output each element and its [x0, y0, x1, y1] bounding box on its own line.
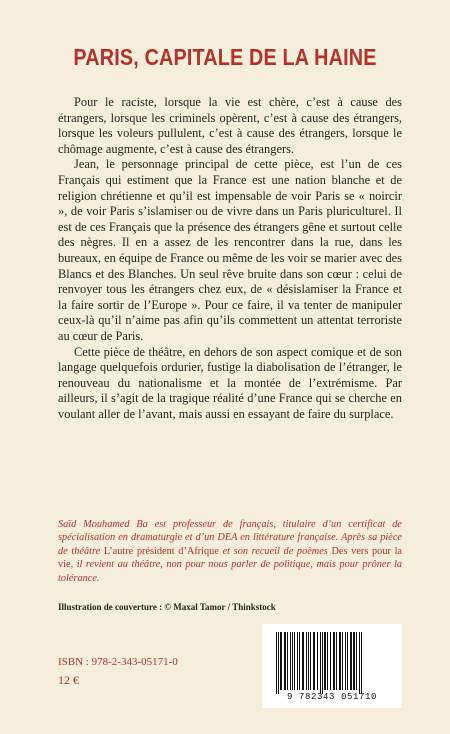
author-bio-text: et son recueil de poèmes [218, 545, 332, 557]
barcode-bar [350, 632, 352, 690]
barcode-bar [330, 632, 331, 690]
barcode-bar [313, 632, 315, 690]
barcode-bar [284, 632, 286, 690]
barcode-bar [322, 632, 323, 694]
barcode-bar [297, 632, 298, 690]
barcode-bar [320, 632, 321, 694]
barcode-bar [317, 632, 318, 690]
work-title: Des vers pour la vie [58, 545, 402, 571]
barcode-bars [262, 624, 402, 694]
price: 12 € [58, 673, 79, 687]
summary-paragraph: Jean, le personnage principal de cette pièce, est l’un de ces Français qui estiment que la France est une nation blanche et de religion chrétienne et qu’il est impensable de voir Paris se « noircir », de voir Paris s’islamiser ou de vivre dans un Paris pluriculturel. Il est de ces Français que la présence des étrangers gêne et surtout celle des nègres. Il en a assez de les rencontrer dans la rue, dans les bureaux, en équipe de France ou même de les voir se marier avec des Blancs et des Blanches. Un seul rêve bruite dans son cœur : celui de renvoyer tous les étrangers chez eux, de « désislamiser la France et la faire sortir de l’Europe ». Pour ce faire, il va tenter de manipuler ceux-là qu’il n’aime pas afin qu’ils commettent un attentat terroriste au cœur de Paris. [58, 157, 402, 343]
barcode-bar [353, 632, 355, 690]
barcode-bar [287, 632, 288, 690]
barcode-bar [278, 632, 279, 694]
barcode-bar [339, 632, 341, 690]
barcode-bar [310, 632, 311, 690]
barcode-bar [345, 632, 346, 690]
barcode-bar [327, 632, 328, 690]
barcode-bar [361, 632, 362, 694]
author-bio-text: Saïd Mouhamed Ba est professeur de français, titulaire d’un certificat de spécialisation en dramaturgie et d’un DEA en littérature française. Après sa pièce de théâtre [58, 519, 402, 557]
barcode-bar [302, 632, 304, 690]
barcode-bar [347, 632, 348, 690]
author-bio [58, 518, 402, 585]
barcode-bar [308, 632, 309, 690]
isbn: ISBN : 978-2-343-05171-0 [58, 656, 178, 668]
summary-paragraph: Pour le raciste, lorsque la vie est chère, c’est à cause des étrangers, lorsque les criminels opèrent, c’est à cause des étrangers, lorsque les voleurs pullulent, c’est à cause des étrangers, lorsque le chômage augmente, c’est à cause des étrangers. [58, 95, 402, 156]
cover-credit: Illustration de couverture : © Maxal Tamor / Thinkstock [58, 602, 276, 612]
barcode-bar [336, 632, 337, 690]
book-title: PARIS, CAPITALE DE LA HAINE [73, 44, 377, 70]
barcode-bar [299, 632, 300, 690]
summary-paragraph: Cette pièce de théâtre, en dehors de son aspect comique et de son langage quelquefois ordurier, fustige la diabolisation de l’étranger, le renouveau du nationalisme et la montée de l’extrémisme. Par ailleurs, il s’agit de la tragique réalité d’une France qui se cherche en voulant aller de l’avant, mais aussi en essayant de faire du surplace. [58, 344, 402, 421]
barcode-bar [342, 632, 343, 690]
barcode-bar [306, 632, 307, 690]
author-bio-text: , il revient au théâtre, non pour nous parler de politique, mais pour prôner la tolérance. [58, 559, 402, 584]
barcode-bar [324, 632, 326, 690]
work-title: L’autre président d’Afrique [103, 545, 219, 557]
barcode-bar [359, 632, 360, 694]
barcode-bar [276, 632, 277, 694]
barcode-bar [292, 632, 293, 690]
barcode [262, 624, 402, 708]
barcode-bar [333, 632, 335, 690]
summary-text [58, 95, 402, 422]
barcode-bar [356, 632, 357, 690]
barcode-bar [290, 632, 291, 690]
barcode-number: 9 782343 051710 [286, 692, 377, 702]
barcode-bar [280, 632, 282, 690]
barcode-bar [294, 632, 295, 690]
